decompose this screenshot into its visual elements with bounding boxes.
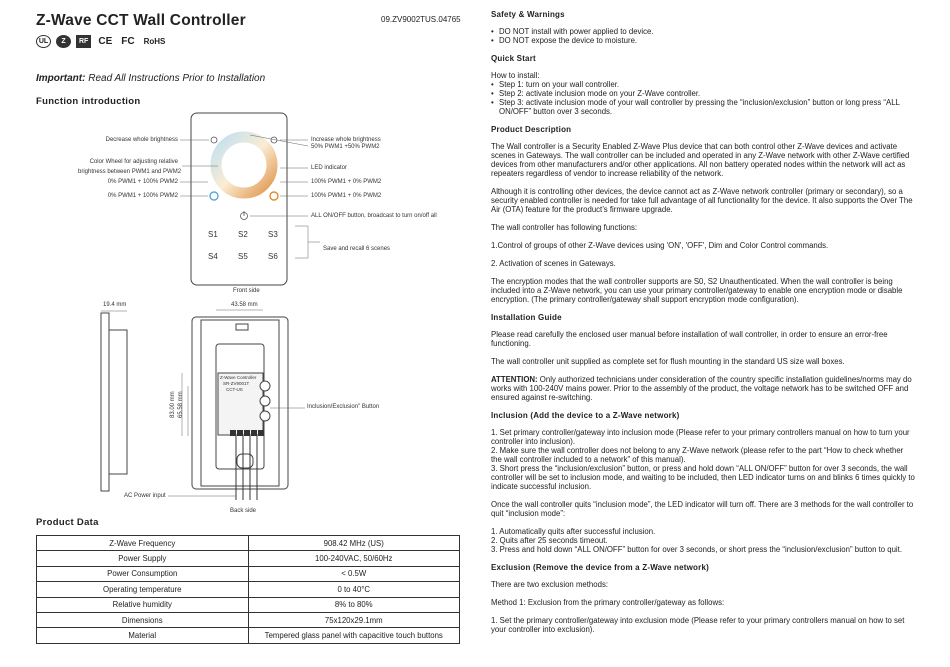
label-inclusion-button: Inclusion/Exclusion" Button bbox=[307, 404, 380, 410]
label-pwm-0-100: 0% PWM1 + 100% PWM2 bbox=[107, 193, 178, 199]
certification-logos bbox=[36, 35, 167, 48]
quick-start-heading: Quick Start bbox=[491, 54, 536, 63]
label-pwm-100-100: 0% PWM1 + 100% PWM2 bbox=[107, 179, 178, 185]
terminal-row bbox=[230, 430, 264, 436]
label-color-wheel-1: Color Wheel for adjusting relative bbox=[89, 159, 178, 165]
table-row: Relative humidity 8% to 80% bbox=[37, 597, 460, 612]
scene-s3: S3 bbox=[268, 230, 278, 239]
label-save-scenes: Save and recall 6 scenes bbox=[323, 246, 391, 252]
ce-logo-icon: CE bbox=[98, 35, 113, 47]
function-intro-heading: Function introduction bbox=[36, 96, 141, 107]
label-pwm-100-0-b: 100% PWM1 + 0% PWM2 bbox=[311, 193, 382, 199]
label-decrease: Decrease whole brightness bbox=[105, 137, 178, 143]
table-row: Material Tempered glass panel with capacitive touch buttons bbox=[37, 628, 460, 643]
scene-s6: S6 bbox=[268, 252, 278, 261]
product-data-heading: Product Data bbox=[36, 517, 99, 528]
label-depth: 19.4 mm bbox=[103, 302, 127, 308]
label-front-side: Front side bbox=[233, 288, 260, 294]
safety-list: • DO NOT install with power applied to device. • DO NOT expose the device to moisture. bbox=[491, 27, 915, 45]
inclusion-heading: Inclusion (Add the device to a Z-Wave network) bbox=[491, 411, 680, 420]
table-row: Power Consumption < 0.5W bbox=[37, 566, 460, 581]
controller-label-2: SR-ZV9001T bbox=[223, 381, 250, 386]
rohs-logo-icon: RoHS bbox=[143, 36, 166, 46]
label-back-side: Back side bbox=[230, 508, 257, 514]
scene-s4: S4 bbox=[208, 252, 218, 261]
spec-table bbox=[36, 535, 460, 644]
scene-s1: S1 bbox=[208, 230, 218, 239]
fcc-logo-icon: FC bbox=[121, 35, 135, 47]
function-diagram bbox=[78, 108, 460, 518]
table-row: Z-Wave Frequency 908.42 MHz (US) bbox=[37, 536, 460, 551]
label-height-inner: 65.58 mm bbox=[178, 391, 184, 418]
ul-logo-icon: UL bbox=[36, 35, 51, 48]
label-increase: Increase whole brightness bbox=[311, 137, 381, 143]
document-title: Z-Wave CCT Wall Controller bbox=[36, 12, 246, 29]
important-note: Important: Read All Instructions Prior to Installation bbox=[36, 73, 266, 84]
label-all-on-off: ALL ON/OFF button, broadcast to turn on/off all bbox=[311, 213, 437, 219]
quick-start-list: • Step 1: turn on your wall controller. • Step 2: activate inclusion mode on your Z-Wave controller. • Step 3: activate inclusion mode of your wall controller by pressing the “inclusion/exclusion” button or long press “ALL ON/OFF” button over 3 seconds. bbox=[491, 80, 915, 116]
scene-s5: S5 bbox=[238, 252, 248, 261]
table-row: Operating temperature 0 to 40°C bbox=[37, 582, 460, 597]
attention-paragraph: ATTENTION: Only authorized technicians under consideration of the country specific installation guidelines/norms may do works with 100-240V mains power. Prior to the assembly of the product, the voltage network has to be switched OFF and ensured against re-switching. bbox=[491, 375, 912, 402]
table-row: Power Supply 100-240VAC, 50/60Hz bbox=[37, 551, 460, 566]
instructions-column: Safety & Warnings • DO NOT install with power applied to device. • DO NOT expose the device to moisture. Quick Start How to install: • Step 1: turn on your wall controller. • Step 2: activate inclusion mode on your Z-Wave controller. • Step 3: activate inclusion mode of your wall controller by pressing the “inclusion/exclusion” button or long press “ALL ON/OFF” button over 3 seconds. Product Description The Wall controller is a Security Enabled Z-Wave Plus device that can both control other Z-Wave devices and activate scenes in Gateways. The wall controller can be included and operated in any Z-Wave network with other Z-Wave certified devices from other manufacturers and/or other applications. All non battery operated nodes within the network will act as repeaters regardless of vendor to increase reliability of the network. Although it is controlling other devices, the device cannot act as Z-Wave network controller (primary or secondary), so a security enabled controller is needed for take full advantage of all functionality for the device. It also supports the Over The Air (OTA) feature for the product’s firmware upgrade. The wall controller has following functions: 1.Control of groups of other Z-Wave devices using 'ON', 'OFF', Dim and Color Control commands. 2. Activation of scenes in Gateways. The encryption modes that the wall controller supports are S0, S2 Unauthenticated. When the wall controller is being included into a Z-Wave network, you can use your primary controller/gateway to enable one encryption mode or disable encryption. (The primary controller/gateway shall support encryption mode configuration). Installation Guide Please read carefully the enclosed user manual before installation of wall controller, in order to ensure an error-free functioning. The wall controller unit supplied as complete set for flush mounting in the standard US size wall boxes. ATTENTION: Only authorized technicians under consideration of the country specific installation guidelines/norms may do works with 100-240V mains power. Prior to the assembly of the product, the voltage network has to be switched OFF and ensured against re-switching. Inclusion (Add the device to a Z-Wave network) 1. Set primary controller/gateway into inclusion mode (Please refer to your primary controllers manual on how to turn your controller into inclusion). 2. Make sure the wall controller does not belong to any Z-Wave network (please refer to the part “How to check whether the wall controller included to a network” of this manual). 3. Short press the “inclusion/exclusion” button, or press and hold down “ALL ON/OFF” button for over 3 seconds, the wall controller will be set to inclusion mode, and waiting to be included, then LED indicator turns on and blinks 6 times quickly to indicate successful inclusion. Once the wall controller quits “inclusion mode”, the LED indicator will turn off. There are 3 methods for the wall controller to quit “inclusion mode”: 1. Automatically quits after successful inclusion. 2. Quits after 25 seconds timeout. 3. Press and hold down “ALL ON/OFF” button for over 3 seconds, or short press the “inclusion/exclusion” button to quit. Exclusion (Remove the device from a Z-Wave network) There are two exclusion methods: Method 1: Exclusion from the primary controller/gateway as follows: 1. Set the primary controller/gateway into exclusion mode (Please refer to your primary controllers manual on how to set your controller into exclusion). bbox=[491, 10, 915, 643]
model-number: 09.ZV9002TUS.04765 bbox=[381, 15, 461, 24]
product-description-heading: Product Description bbox=[491, 125, 572, 134]
label-pwm-50-50: 50% PWM1 +50% PWM2 bbox=[311, 144, 380, 150]
controller-label-1: Z-Wave Controller bbox=[220, 375, 257, 380]
label-width: 43.58 mm bbox=[231, 302, 258, 308]
label-color-wheel-2: brightness between PWM1 and PWM2 bbox=[78, 169, 182, 175]
table-row: Dimensions 75x120x29.1mm bbox=[37, 612, 460, 627]
installation-guide-heading: Installation Guide bbox=[491, 313, 562, 322]
zwave-logo-icon: Z bbox=[56, 35, 71, 48]
safety-heading: Safety & Warnings bbox=[491, 10, 565, 19]
controller-label-3: CCT-US bbox=[226, 387, 243, 392]
scene-s2: S2 bbox=[238, 230, 248, 239]
label-pwm-100-0-a: 100% PWM1 + 0% PWM2 bbox=[311, 179, 382, 185]
rf-logo-icon: RF bbox=[76, 35, 91, 48]
label-height-outer: 83.00 mm bbox=[170, 391, 176, 418]
label-led: LED indicator bbox=[311, 165, 348, 171]
label-ac-input: AC Power input bbox=[124, 493, 166, 499]
exclusion-heading: Exclusion (Remove the device from a Z-Wave network) bbox=[491, 563, 709, 572]
